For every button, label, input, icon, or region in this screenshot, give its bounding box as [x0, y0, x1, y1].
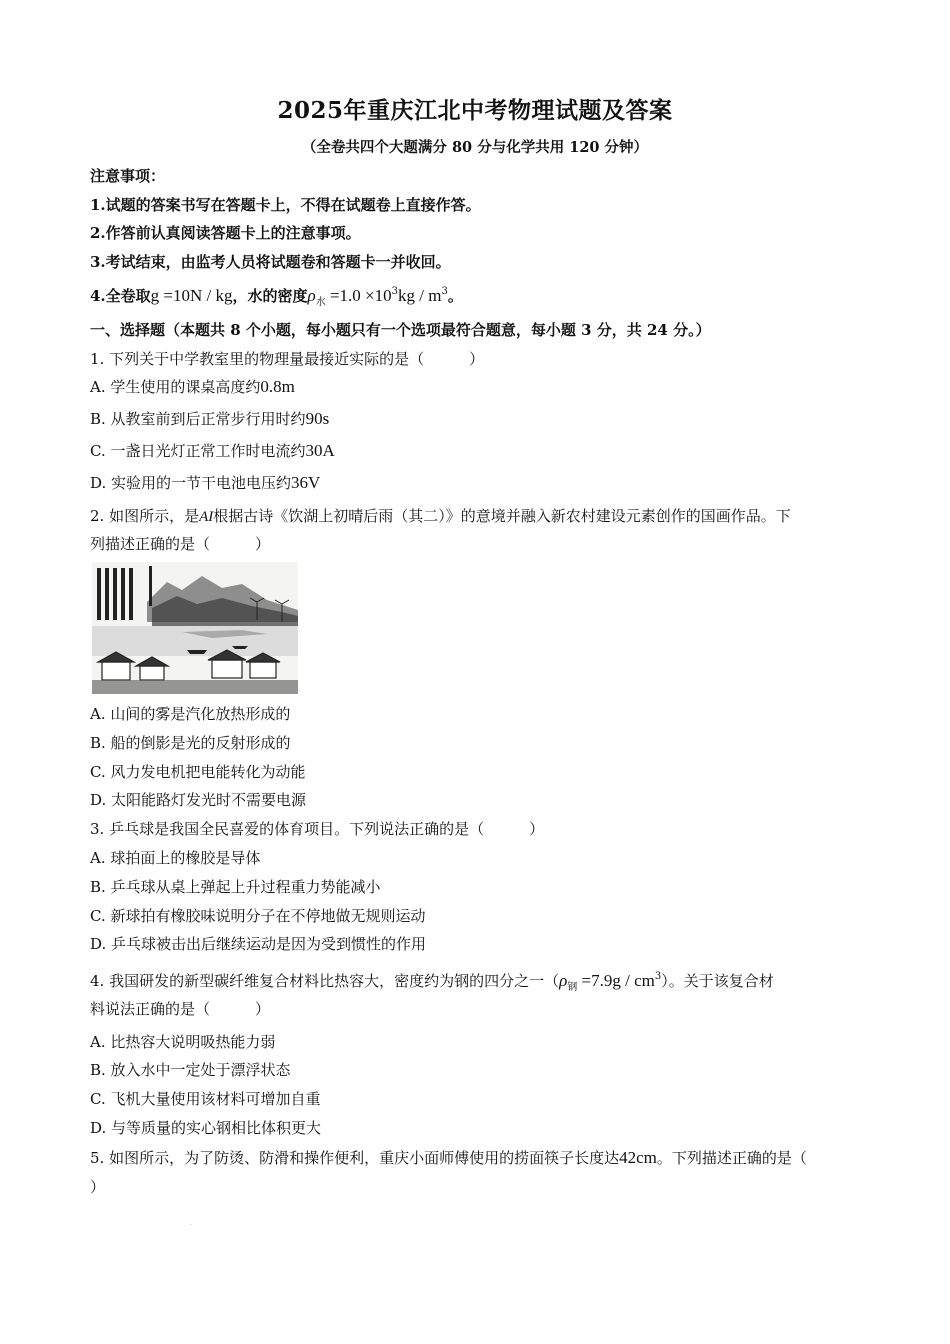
water-density-value: =1.0 ×10: [325, 286, 392, 305]
shore: [92, 680, 298, 694]
rho-symbol: ρ: [307, 286, 316, 305]
question-4-stem: [90, 967, 870, 998]
note-3: 3.考试结束，由监考人员将试题卷和答题卡一并收回。: [90, 253, 451, 271]
q4-rho: ρ: [559, 971, 568, 990]
q1-c-value: 30A: [305, 441, 335, 460]
ink-painting-figure: [92, 562, 298, 694]
q4-option-c: C. 飞机大量使用该材料可增加自重: [90, 1090, 321, 1108]
q2-option-d: D. 太阳能路灯发光时不需要电源: [90, 791, 307, 809]
question-4-stem-line2: 料说法正确的是（ ）: [90, 1000, 271, 1018]
q2-option-c: C. 风力发电机把电能转化为动能: [90, 763, 306, 781]
question-1-stem: 1. 下列关于中学教室里的物理量最接近实际的是（ ）: [90, 350, 485, 368]
note-4: [90, 282, 870, 313]
density-exponent: 3: [391, 286, 399, 297]
section-heading: 一、选择题（本题共 8 个小题，每小题只有一个选项最符合题意，每小题 3 分，共 24 分。）: [90, 321, 711, 339]
q1-option-b: [90, 409, 870, 429]
page-title: 2025年重庆江北中考物理试题及答案: [277, 97, 673, 124]
notes-heading: 注意事项：: [90, 167, 166, 185]
q4-option-b: B. 放入水中一定处于漂浮状态: [90, 1061, 291, 1079]
q4-rho-sub: 钢: [567, 982, 578, 993]
q1-b-value: 90s: [305, 409, 330, 428]
q4-stem-a: 4. 我国研发的新型碳纤维复合材料比热容大，密度约为钢的四分之一（: [90, 972, 560, 990]
q4-option-a: A. 比热容大说明吸热能力弱: [90, 1033, 276, 1051]
unit-exponent: 3: [441, 286, 448, 297]
q1-c-text: C. 一盏日光灯正常工作时电流约: [90, 442, 306, 460]
q2-ai: AI: [199, 509, 214, 525]
chopstick-length: 42cm: [619, 1148, 657, 1167]
note-4-prefix: 4.全卷取: [90, 287, 151, 305]
q3-option-b: B. 乒乓球从桌上弹起上升过程重力势能减小: [90, 878, 381, 896]
q1-option-c: [90, 441, 870, 461]
q3-option-c: C. 新球拍有橡胶味说明分子在不停地做无规则运动: [90, 907, 426, 925]
note-4-mid: ，水的密度: [232, 287, 308, 305]
q1-d-text: D. 实验用的一节干电池电压约: [90, 474, 292, 492]
note-1: 1.试题的答案书写在答题卡上，不得在试题卷上直接作答。: [90, 196, 481, 214]
q3-option-d: D. 乒乓球被击出后继续运动是因为受到惯性的作用: [90, 935, 427, 953]
image-placeholder-dot: ·: [190, 1222, 192, 1229]
density-unit: kg / m: [398, 286, 442, 305]
q2-stem-a: 2. 如图所示，是: [90, 507, 200, 525]
question-5-stem: [90, 1148, 870, 1168]
q4-stem-b: ）。关于该复合材: [661, 972, 774, 990]
q2-option-a: A. 山间的雾是汽化放热形成的: [90, 705, 291, 723]
q5-stem-b: 。下列描述正确的是（: [656, 1149, 807, 1167]
page-subtitle: （全卷共四个大题满分 80 分与化学共用 120 分钟）: [301, 139, 649, 156]
boat-1: [187, 650, 207, 654]
note-2: 2.作答前认真阅读答题卡上的注意事项。: [90, 224, 361, 242]
q2-option-b: B. 船的倒影是光的反射形成的: [90, 734, 291, 752]
q1-b-text: B. 从教室前到后正常步行用时约: [90, 410, 306, 428]
q3-option-a: A. 球拍面上的橡胶是导体: [90, 849, 261, 867]
question-5-stem-line2: ）: [90, 1178, 106, 1196]
q4-exponent: 3: [654, 971, 662, 982]
q1-option-d: [90, 473, 870, 493]
q2-stem-b: 根据古诗《饮湖上初晴后雨（其二）》的意境并融入新农村建设元素创作的国画作品。下: [213, 507, 791, 525]
q1-a-text: A. 学生使用的课桌高度约: [90, 378, 261, 396]
steel-density-value: =7.9g / cm: [577, 971, 655, 990]
note-4-end: 。: [447, 287, 463, 305]
q1-d-value: 36V: [291, 473, 321, 492]
rho-subscript: 水: [315, 297, 326, 308]
q1-option-a: [90, 377, 870, 397]
question-2-stem: [90, 506, 870, 527]
question-2-stem-line2: 列描述正确的是（ ）: [90, 535, 271, 553]
q5-stem-a: 5. 如图所示，为了防烫、防滑和操作便利，重庆小面师傅使用的捞面筷子长度达: [90, 1149, 620, 1167]
note-4-g: g =10N / kg: [150, 286, 233, 305]
q1-a-value: 0.8m: [260, 377, 295, 396]
question-3-stem: 3. 乒乓球是我国全民喜爱的体育项目。下列说法正确的是（ ）: [90, 820, 545, 838]
q4-option-d: D. 与等质量的实心钢相比体积更大: [90, 1119, 322, 1137]
